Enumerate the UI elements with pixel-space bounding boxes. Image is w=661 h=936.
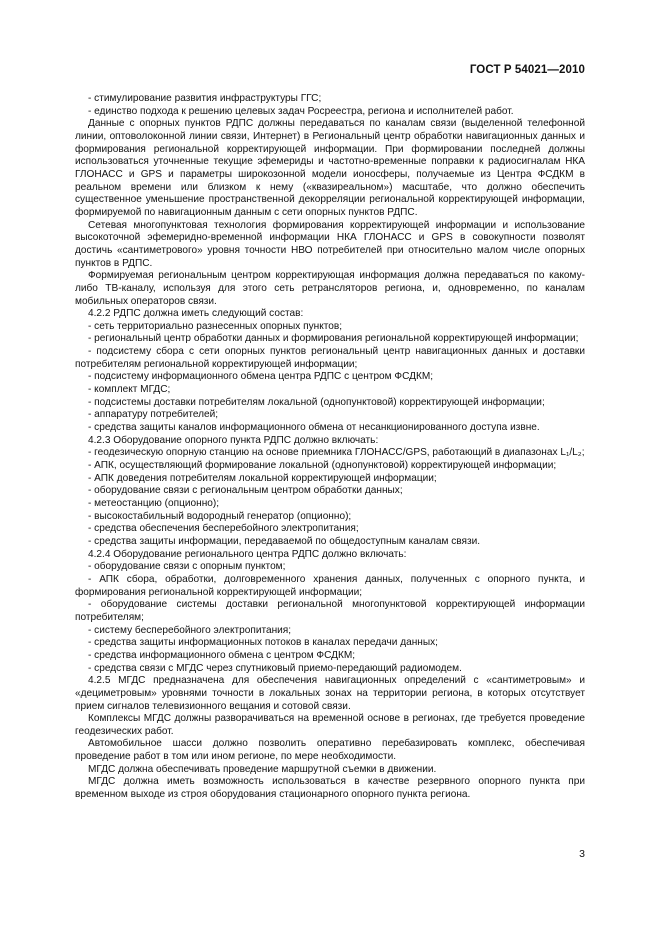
paragraph-p4: Сетевая многопунктовая технология формирования корректирующей информации и использование высокоточной эфемеридно-временной информации НКА ГЛОНАСС и GPS в совокупности позволят достичь «сантиметрового» уровня точности НВО потребителей при относительно малом числе опорных пунктов в РДПС. [75,219,585,269]
paragraph-p19: - оборудование связи с региональным центром обработки данных; [88,485,403,497]
paragraph-p8: - региональный центр обработки данных и формирования региональной корректирующей информации; [88,333,579,345]
paragraph-p35: МГДС должна обеспечивать проведение маршрутной съемки в движении. [88,763,437,775]
paragraph-p28: - систему бесперебойного электропитания; [88,624,292,636]
paragraph-p1: - стимулирование развития инфраструктуры ГГС; [88,93,322,104]
paragraph-p24: 4.2.4 Оборудование регионального центра РДПС должно включать: [88,548,407,560]
paragraph-p34: Автомобильное шасси должно позволить оперативно перебазировать комплекс, обеспечивая проведение работ в том или ином регионе, по мере необходимости. [75,738,585,763]
paragraph-p25: - оборудование связи с опорным пунктом; [88,561,286,573]
paragraph-p30: - средства информационного обмена с центром ФСДКМ; [88,649,356,661]
paragraph-p23: - средства защиты информации, передаваемой по общедоступным каналам связи. [88,535,481,547]
paragraph-p21: - высокостабильный водородный генератор (опционно); [88,510,352,522]
paragraph-p36: МГДС должна иметь возможность использоваться в качестве резервного опорного пункта при временном выходе из строя оборудования стационарного опорного пункта региона. [75,776,585,801]
paragraph-p18: - АПК доведения потребителям локальной корректирующей информации; [88,472,437,484]
paragraph-p33: Комплексы МГДС должны разворачиваться на временной основе в регионах, где требуется проведение геодезических работ. [75,713,585,737]
paragraph-p17: - АПК, осуществляющий формирование локальной (однопунктовой) корректирующей информации; [88,460,557,472]
paragraph-p27: - оборудование системы доставки региональной многопунктовой корректирующей информации потребителям; [75,599,585,623]
paragraph-p15: 4.2.3 Оборудование опорного пункта РДПС должно включать: [88,434,379,446]
paragraph-p16: - геодезическую опорную станцию на основе приемника ГЛОНАСС/GPS, работающий в диапазонах L₁/L₂; [88,447,585,459]
paragraph-p14: - средства защиты каналов информационного обмена от несанкционированного доступа извне. [88,422,540,434]
paragraph-p20: - метеостанцию (опционно); [88,498,220,509]
paragraph-p6: 4.2.2 РДПС должна иметь следующий состав: [88,308,304,320]
paragraph-p9: - подсистему сбора с сети опорных пунктов региональный центр навигационных данных и доставки потребителям региональной корректирующей информации; [75,346,585,370]
paragraph-p5: Формируемая региональным центром корректирующая информация должна передаваться по какому-либо ТВ-каналу, используя для этого сеть ретрансляторов региона, и, одновременно, по каналам мобильных операторов связи. [75,270,585,307]
paragraph-p13: - аппаратуру потребителей; [88,409,219,421]
paragraph-p2: - единство подхода к решению целевых задач Росреестра, региона и исполнителей работ. [88,105,514,117]
body-text [75,93,585,802]
paragraph-p31: - средства связи с МГДС через спутниковый приемо-передающий радиомодем. [88,662,462,674]
page-number: 3 [579,848,585,860]
paragraph-p7: - сеть территориально разнесенных опорных пунктов; [88,320,343,332]
paragraph-p12: - подсистемы доставки потребителям локальной (однопунктовой) корректирующей информации; [88,396,545,408]
paragraph-p29: - средства защиты информационных потоков в каналах передачи данных; [88,637,438,649]
paragraph-p11: - комплект МГДС; [88,384,171,396]
paragraph-p32: 4.2.5 МГДС предназначена для обеспечения навигационных определений с «сантиметровым» и «дециметровым» уровнями точности в локальных зонах на территории региона, в которых отсутствует прием сигналов телевизионного вещания и сотовой связи. [75,675,585,712]
paragraph-p10: - подсистему информационного обмена центра РДПС с центром ФСДКМ; [88,371,434,383]
paragraph-p26: - АПК сбора, обработки, долговременного хранения данных, полученных с опорного пункта, и формирования региональной корректирующей информации; [75,573,585,598]
paragraph-p3: Данные с опорных пунктов РДПС должны передаваться по каналам связи (выделенной телефонной линии, оптоволоконной линии связи, Интернет) в Региональный центр обработки навигационных данных и формирования региональной корректирующей информации. При формировании последней должны использоваться уточненные текущие эфемериды и частотно-временные поправки к радиосигналам НКА ГЛОНАСС и GPS и параметры широкозонной модели ионосферы, получаемые из Центра ФСДКМ в реальном времени или близком к нему («квазиреальном») масштабе, что должно обеспечить существенное уменьшение пространственной декорреляции региональной корректирующей информации, формируемой по навигационным данным с сети опорных пунктов РДПС. [75,118,585,218]
paragraph-p22: - средства обеспечения бесперебойного электропитания; [88,523,359,535]
standard-number-header: ГОСТ Р 54021—2010 [469,64,585,76]
